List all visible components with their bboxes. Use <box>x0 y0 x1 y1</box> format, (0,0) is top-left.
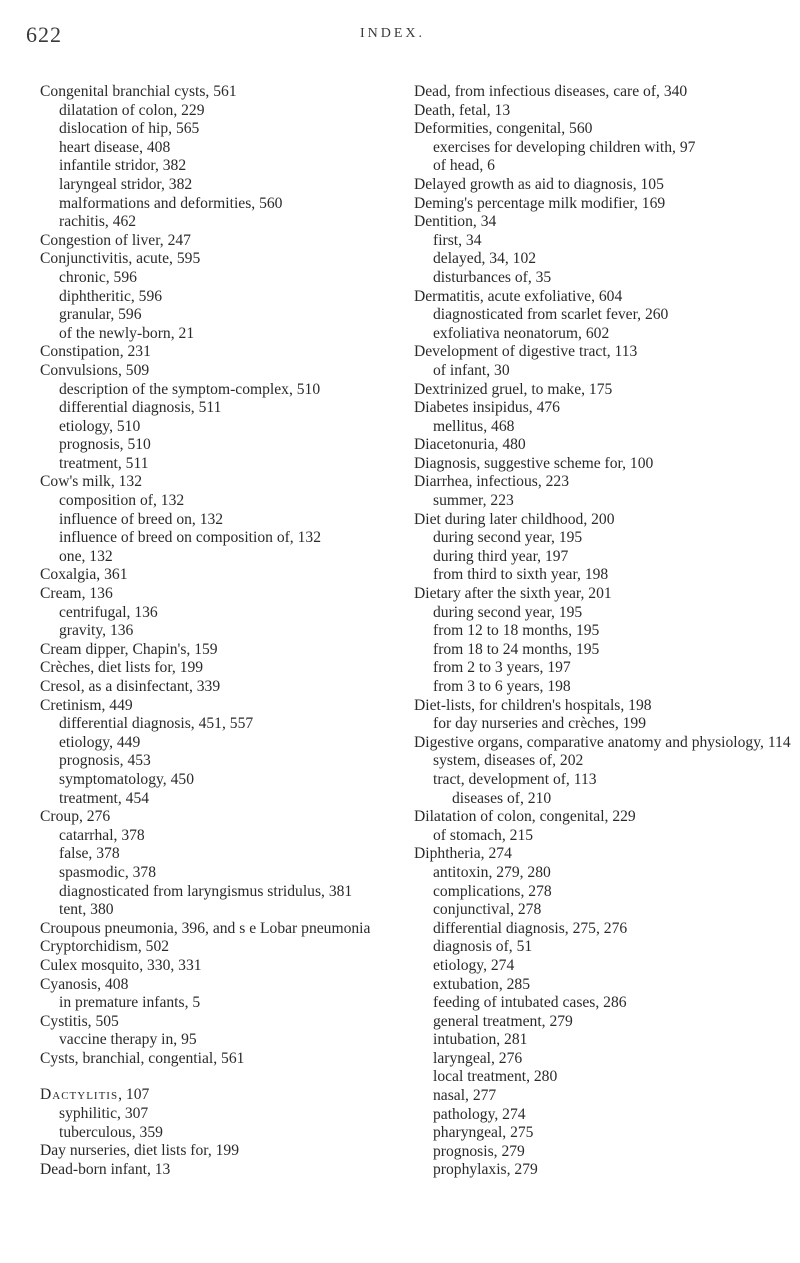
index-entry: false, 378 <box>59 845 120 863</box>
section-headword: Dactylitis <box>40 1086 119 1104</box>
index-entry: tuberculous, 359 <box>59 1123 163 1141</box>
index-entry: Diabetes insipidus, 476 <box>414 399 560 417</box>
index-entry: prognosis, 453 <box>59 752 151 770</box>
index-entry: summer, 223 <box>433 492 514 510</box>
index-entry: treatment, 511 <box>59 454 149 472</box>
index-entry: Cream, 136 <box>40 585 113 603</box>
index-entry: exercises for developing children with, 97 <box>433 138 696 156</box>
index-entry: dilatation of colon, 229 <box>59 101 205 119</box>
index-entry: centrifugal, 136 <box>59 603 158 621</box>
index-entry: differential diagnosis, 451, 557 <box>59 715 254 733</box>
index-entry: Conjunctivitis, acute, 595 <box>40 250 201 268</box>
index-entry: prognosis, 279 <box>433 1142 525 1160</box>
index-entry: laryngeal stridor, 382 <box>59 175 193 193</box>
index-entry: Diacetonuria, 480 <box>414 436 526 454</box>
index-entry: Cysts, branchial, congential, 561 <box>40 1049 245 1067</box>
index-entry: Croupous pneumonia, 396, and s e Lobar pneumonia <box>40 919 371 937</box>
index-entry: from third to sixth year, 198 <box>433 566 609 584</box>
index-entry: prophylaxis, 279 <box>433 1161 538 1179</box>
index-entry: diagnosticated from laryngismus stridulus, 381 <box>59 882 353 900</box>
index-entry: Cystitis, 505 <box>40 1012 119 1030</box>
index-entry: Constipation, 231 <box>40 343 151 361</box>
index-entry: Deming's percentage milk modifier, 169 <box>414 194 666 212</box>
index-entry: diagnosticated from scarlet fever, 260 <box>433 306 669 324</box>
index-column-right <box>414 83 792 1180</box>
index-entry: Dead, from infectious diseases, care of, 340 <box>414 83 688 100</box>
index-entry: description of the symptom-complex, 510 <box>59 380 321 398</box>
index-entry: Dextrinized gruel, to make, 175 <box>414 380 613 398</box>
index-entry: Dermatitis, acute exfoliative, 604 <box>414 287 623 305</box>
index-entry: of head, 6 <box>433 157 495 175</box>
index-entry: Convulsions, 509 <box>40 361 150 379</box>
index-entry: Cryptorchidism, 502 <box>40 938 170 956</box>
index-entry: influence of breed on composition of, 132 <box>59 529 321 547</box>
running-head: INDEX. <box>360 26 426 41</box>
index-entry: Congestion of liver, 247 <box>40 231 191 249</box>
index-entry: treatment, 454 <box>59 789 150 807</box>
index-entry: nasal, 277 <box>433 1087 497 1105</box>
index-entry: system, diseases of, 202 <box>433 752 584 770</box>
index-entry: conjunctival, 278 <box>433 901 542 919</box>
index-entry: rachitis, 462 <box>59 213 137 231</box>
index-entry: Delayed growth as aid to diagnosis, 105 <box>414 175 664 193</box>
index-entry: spasmodic, 378 <box>59 863 157 881</box>
index-entry: tract, development of, 113 <box>433 770 597 788</box>
index-entry: Croup, 276 <box>40 808 111 826</box>
index-entry: Diarrhea, infectious, 223 <box>414 473 570 491</box>
index-entry: malformations and deformities, 560 <box>59 194 283 212</box>
index-entry: Death, fetal, 13 <box>414 101 511 119</box>
index-entry: tent, 380 <box>59 901 114 919</box>
index-entry: Dactylitis, 107 <box>40 1086 150 1104</box>
index-entry: in premature infants, 5 <box>59 994 201 1012</box>
index-entry: Cow's milk, 132 <box>40 473 143 491</box>
index-entry: Deformities, congenital, 560 <box>414 120 593 138</box>
index-entry: infantile stridor, 382 <box>59 157 187 175</box>
index-entry: syphilitic, 307 <box>59 1105 149 1123</box>
index-entry: during second year, 195 <box>433 603 583 621</box>
index-entry: Cresol, as a disinfectant, 339 <box>40 678 221 695</box>
index-entry: exfoliativa neonatorum, 602 <box>433 324 610 342</box>
index-entry: Day nurseries, diet lists for, 199 <box>40 1142 240 1160</box>
index-entry: extubation, 285 <box>433 975 531 993</box>
index-entry: diseases of, 210 <box>452 789 552 807</box>
index-entry: etiology, 274 <box>433 956 515 974</box>
index-entry: general treatment, 279 <box>433 1012 573 1030</box>
index-entry: from 12 to 18 months, 195 <box>433 622 600 640</box>
index-entry: Coxalgia, 361 <box>40 566 128 584</box>
index-entry: Culex mosquito, 330, 331 <box>40 956 202 974</box>
index-entry: Congenital branchial cysts, 561 <box>40 83 237 100</box>
index-entry: disturbances of, 35 <box>433 268 552 286</box>
index-entry: from 3 to 6 years, 198 <box>433 678 571 695</box>
index-entry: of infant, 30 <box>433 361 510 379</box>
index-entry: diagnosis of, 51 <box>433 938 533 956</box>
index-entry: influence of breed on, 132 <box>59 510 224 528</box>
index-entry: granular, 596 <box>59 306 142 324</box>
index-entry: from 2 to 3 years, 197 <box>433 659 571 677</box>
index-entry: Diet-lists, for children's hospitals, 198 <box>414 696 652 714</box>
index-entry: differential diagnosis, 511 <box>59 399 222 417</box>
index-entry: Cream dipper, Chapin's, 159 <box>40 640 218 658</box>
index-entry: catarrhal, 378 <box>59 826 145 844</box>
index-entry: symptomatology, 450 <box>59 770 194 788</box>
index-entry: pathology, 274 <box>433 1105 526 1123</box>
index-entry: delayed, 34, 102 <box>433 250 537 268</box>
index-entry: prognosis, 510 <box>59 436 151 454</box>
index-entry: during third year, 197 <box>433 547 569 565</box>
index-entry: first, 34 <box>433 231 482 249</box>
index-entry: during second year, 195 <box>433 529 583 547</box>
index-entry: mellitus, 468 <box>433 417 515 435</box>
index-entry: Cretinism, 449 <box>40 696 133 714</box>
index-entry: Cyanosis, 408 <box>40 975 129 993</box>
index-entry: pharyngeal, 275 <box>433 1124 534 1142</box>
index-entry: local treatment, 280 <box>433 1068 558 1086</box>
index-entry: Dentition, 34 <box>414 213 497 231</box>
index-entry: diphtheritic, 596 <box>59 287 163 305</box>
index-entry: gravity, 136 <box>59 622 134 640</box>
index-entry: feeding of intubated cases, 286 <box>433 994 627 1012</box>
index-entry: antitoxin, 279, 280 <box>433 863 551 881</box>
index-entry: Dilatation of colon, congenital, 229 <box>414 808 636 826</box>
index-entry: Dietary after the sixth year, 201 <box>414 585 612 603</box>
index-entry: intubation, 281 <box>433 1031 528 1049</box>
index-entry: Development of digestive tract, 113 <box>414 343 638 361</box>
index-entry: of stomach, 215 <box>433 826 534 844</box>
index-entry: etiology, 449 <box>59 733 141 751</box>
index-entry: Dead-born infant, 13 <box>40 1160 171 1178</box>
index-column-left <box>40 83 395 1179</box>
page-number: 622 <box>26 22 62 47</box>
index-entry: etiology, 510 <box>59 417 141 435</box>
index-entry: Crèches, diet lists for, 199 <box>40 659 204 677</box>
index-entry: one, 132 <box>59 547 113 565</box>
index-entry: of the newly-born, 21 <box>59 324 195 342</box>
index-entry: Diet during later childhood, 200 <box>414 510 615 528</box>
index-entry: laryngeal, 276 <box>433 1049 523 1067</box>
index-entry: Diagnosis, suggestive scheme for, 100 <box>414 454 654 472</box>
index-entry: for day nurseries and crèches, 199 <box>433 715 647 733</box>
index-entry: from 18 to 24 months, 195 <box>433 640 600 658</box>
index-entry: Digestive organs, comparative anatomy and physiology, 114 <box>414 733 791 751</box>
index-entry: dislocation of hip, 565 <box>59 120 200 138</box>
index-entry: Diphtheria, 274 <box>414 845 512 863</box>
index-entry: chronic, 596 <box>59 268 137 286</box>
index-entry: differential diagnosis, 275, 276 <box>433 919 628 937</box>
index-entry: heart disease, 408 <box>59 138 171 156</box>
index-entry: vaccine therapy in, 95 <box>59 1031 197 1049</box>
index-entry: composition of, 132 <box>59 492 185 510</box>
index-entry: complications, 278 <box>433 882 552 900</box>
